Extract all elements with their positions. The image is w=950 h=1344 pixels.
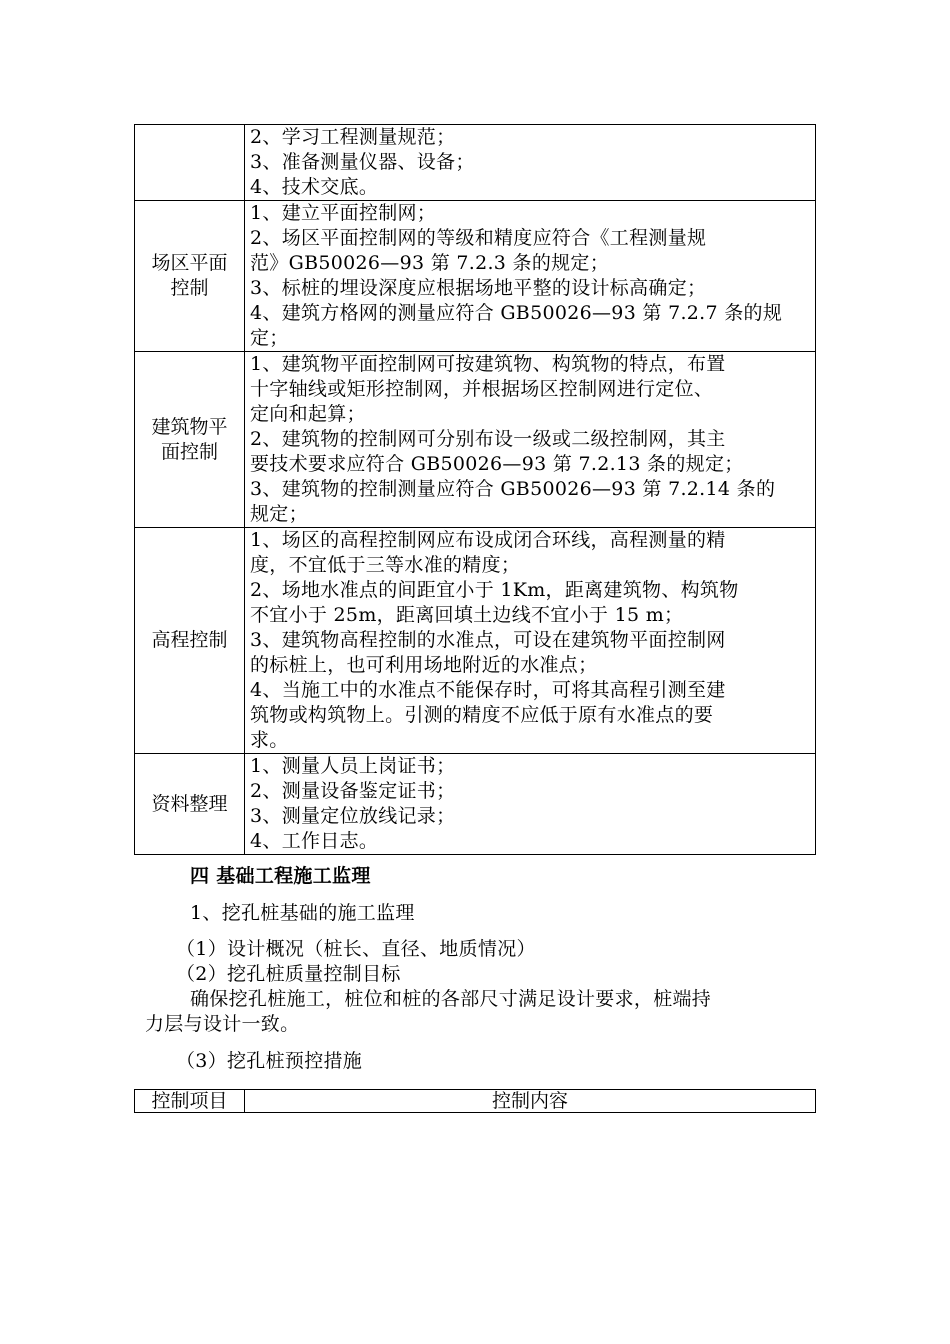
item-label-line: 控制 (170, 277, 209, 299)
content-line: 3、建筑物高程控制的水准点，可设在建筑物平面控制网 (250, 629, 726, 651)
content-line: 3、准备测量仪器、设备； (250, 151, 475, 173)
item-cell (135, 201, 245, 352)
content-cell (245, 125, 816, 201)
content-line: 不宜小于 25m，距离回填土边线不宜小于 15 m； (250, 604, 684, 626)
list-item: （3）挖孔桩预控措施 (176, 1050, 363, 1072)
content-line: 规定； (250, 503, 308, 525)
column-header-control-item: 控制项目 (135, 1090, 245, 1113)
survey-control-table (134, 124, 816, 855)
control-measures-table (134, 1089, 816, 1113)
content-cell (245, 352, 816, 528)
content-line: 定； (250, 327, 289, 349)
content-line: 1、建立平面控制网； (250, 202, 437, 224)
item-cell-empty (135, 125, 245, 201)
subsection-title: 1、挖孔桩基础的施工监理 (190, 902, 415, 924)
content-line: 度，不宜低于三等水准的精度； (250, 554, 521, 576)
item-label-line: 面控制 (160, 440, 218, 463)
content-line: 2、场地水准点的间距宜小于 1Km，距离建筑物、构筑物 (250, 579, 739, 601)
content-line: 4、技术交底。 (250, 176, 379, 198)
table-row-elevation-control (135, 528, 816, 754)
content-line: 十字轴线或矩形控制网，并根据场区控制网进行定位、 (250, 378, 714, 400)
content-line: 2、测量设备鉴定证书； (250, 780, 456, 802)
content-line: 3、标桩的埋设深度应根据场地平整的设计标高确定； (250, 277, 707, 299)
item-cell (135, 528, 245, 754)
paragraph-line: 力层与设计一致。 (145, 1013, 300, 1035)
content-line: 4、建筑方格网的测量应符合 GB50026—93 第 7.2.7 条的规 (250, 302, 783, 324)
table-row-documentation (135, 754, 816, 855)
item-label-line: 高程控制 (151, 629, 228, 651)
paragraph-line: 确保挖孔桩施工，桩位和桩的各部尺寸满足设计要求，桩端持 (190, 988, 712, 1010)
table-header-row (135, 1090, 816, 1113)
list-item: （2）挖孔桩质量控制目标 (176, 963, 401, 985)
item-cell (135, 754, 245, 855)
item-label-line: 建筑物平 (151, 415, 228, 438)
item-label-line: 资料整理 (151, 792, 228, 815)
content-cell (245, 754, 816, 855)
content-line: 4、工作日志。 (250, 830, 379, 852)
content-cell (245, 201, 816, 352)
content-line: 要技术要求应符合 GB50026—93 第 7.2.13 条的规定； (250, 453, 744, 475)
section-heading: 四 基础工程施工监理 (190, 865, 371, 887)
content-cell (245, 528, 816, 754)
content-line: 1、建筑物平面控制网可按建筑物、构筑物的特点，布置 (250, 353, 726, 375)
column-header-control-content: 控制内容 (245, 1090, 816, 1113)
content-line: 2、建筑物的控制网可分别布设一级或二级控制网，其主 (250, 428, 726, 450)
content-line: 的标桩上，也可利用场地附近的水准点； (250, 654, 598, 676)
content-line: 1、场区的高程控制网应布设成闭合环线，高程测量的精 (250, 529, 726, 551)
content-line: 求。 (250, 729, 289, 751)
content-line: 3、测量定位放线记录； (250, 805, 456, 827)
content-line: 1、测量人员上岗证书； (250, 755, 456, 777)
table-row-building-plane-control (135, 352, 816, 528)
content-line: 2、学习工程测量规范； (250, 126, 456, 148)
content-line: 定向和起算； (250, 403, 366, 425)
content-line: 4、当施工中的水准点不能保存时，可将其高程引测至建 (250, 679, 726, 701)
table-row-site-plane-control (135, 201, 816, 352)
content-line: 3、建筑物的控制测量应符合 GB50026—93 第 7.2.14 条的 (250, 478, 776, 500)
table-row-preparation (135, 125, 816, 201)
item-label-line: 场区平面 (151, 252, 228, 274)
list-item: （1）设计概况（桩长、直径、地质情况） (176, 938, 536, 960)
item-cell (135, 352, 245, 528)
content-line: 筑物或构筑物上。引测的精度不应低于原有水准点的要 (250, 704, 714, 726)
content-line: 2、场区平面控制网的等级和精度应符合《工程测量规 (250, 227, 707, 249)
content-line: 范》GB50026—93 第 7.2.3 条的规定； (250, 252, 610, 274)
